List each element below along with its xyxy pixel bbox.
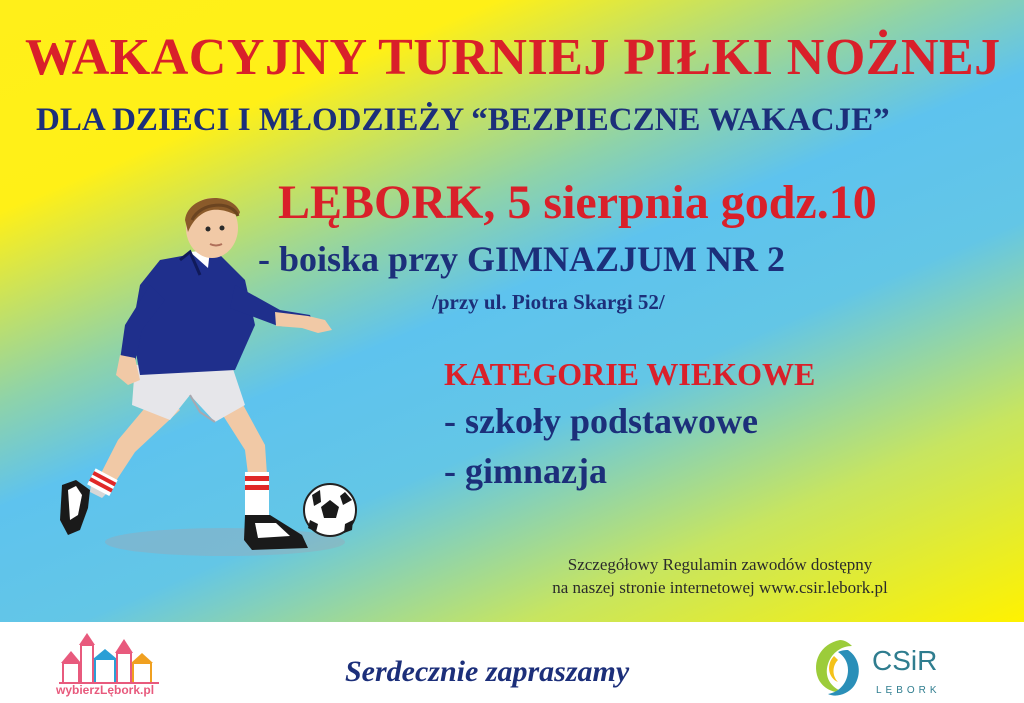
- left-logo-text: wybierzLębork.pl: [56, 683, 155, 697]
- invitation-text: Serdecznie zapraszamy: [345, 655, 630, 688]
- venue: - boiska przy GIMNAZJUM NR 2: [258, 239, 785, 279]
- right-logo-name: CSiR: [872, 645, 938, 676]
- venue-address: /przy ul. Piotra Skargi 52/: [432, 290, 665, 314]
- rules-info-line: Szczegółowy Regulamin zawodów dostępny: [567, 555, 873, 574]
- category-item: - gimnazja: [444, 451, 607, 491]
- title-line-1: WAKACYJNY TURNIEJ PIŁKI NOŻNEJ: [25, 29, 1001, 86]
- csir-swirl-logo: [808, 636, 864, 698]
- right-logo-city: LĘBORK: [876, 685, 941, 696]
- place-and-date: LĘBORK, 5 sierpnia godz.10: [278, 176, 877, 229]
- title-line-2: DLA DZIECI I MŁODZIEŻY “BEZPIECZNE WAKACJE”: [36, 102, 890, 138]
- rules-info-line: na naszej stronie internetowej www.csir.lebork.pl: [552, 578, 888, 597]
- rules-info: [500, 553, 940, 599]
- category-item: - szkoły podstawowe: [444, 401, 759, 441]
- categories-heading: KATEGORIE WIEKOWE: [444, 356, 816, 392]
- soccer-ball-icon: [304, 484, 356, 536]
